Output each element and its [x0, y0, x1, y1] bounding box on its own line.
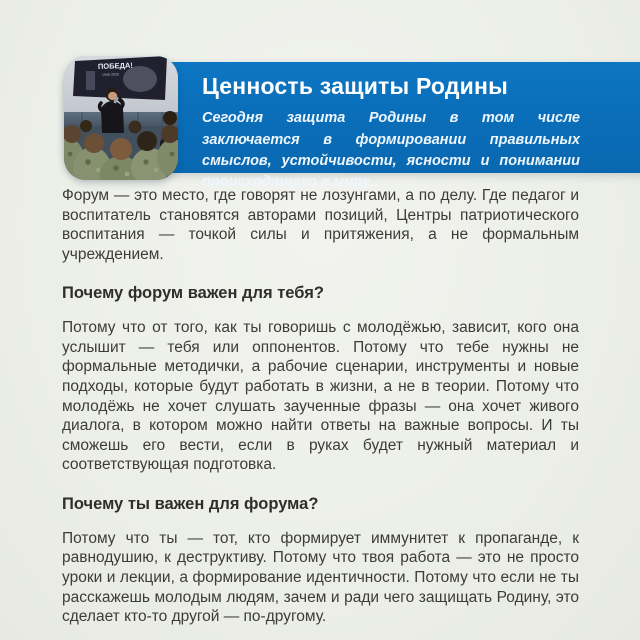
slide-statue-shape: [86, 71, 95, 90]
audience-head: [80, 120, 92, 132]
card-title: Ценность защиты Родины: [202, 73, 508, 99]
card-content: [202, 73, 580, 193]
audience-head: [129, 121, 142, 134]
speaker-photo-illustration: [64, 56, 178, 180]
slide-text: ПОБЕДА!: [97, 60, 133, 71]
intro-paragraph: Форум — это место, где говорят не лозунгами, а по делу. Где педагог и воспитатель становятся авторами позиций, Центры патриотического воспитания — точкой силы и притяжения, а не формальным учреждением.: [62, 187, 579, 263]
section-paragraph-why-you-matter: Потому что ты — тот, кто формирует иммунитет к пропаганде, к равнодушию, к деструктиву. Потому что твоя работа — это не просто уроки и лекции, а формирование идентичности. Потому что если не ты расскажешь молодым людям, зачем и ради чего защищать Родину, это сделает кто-то другой — по-другому.: [62, 529, 579, 626]
article-body: [62, 186, 579, 640]
section-heading-why-forum-matters: Почему форум важен для тебя?: [62, 284, 324, 303]
header-photo: [64, 56, 178, 180]
card-subtitle: Сегодня защита Родины в том числе заключается в формировании правильных смыслов, устойчивости, ясности и понимании происходящего в мире.: [202, 110, 580, 190]
section-heading-why-you-matter: Почему ты важен для форума?: [62, 494, 319, 513]
section-paragraph-why-forum-matters: Потому что от того, как ты говоришь с молодёжью, зависит, кого она услышит — тебя или оппонентов. Потому что тебе нужны не формальные методички, а рабочие сценарии, инструменты и новые подходы, которые будут работать в жизни, а не в теории. Потому что молодёжь не хочет слушать заученные фразы — она хочет живого диалога, в котором можно найти ответы на важные вопросы. И ты сможешь его вести, если в руках будет нужный материал и соответствующая подготовка.: [62, 319, 579, 474]
slide-subtext: 1945-2025: [101, 72, 120, 77]
